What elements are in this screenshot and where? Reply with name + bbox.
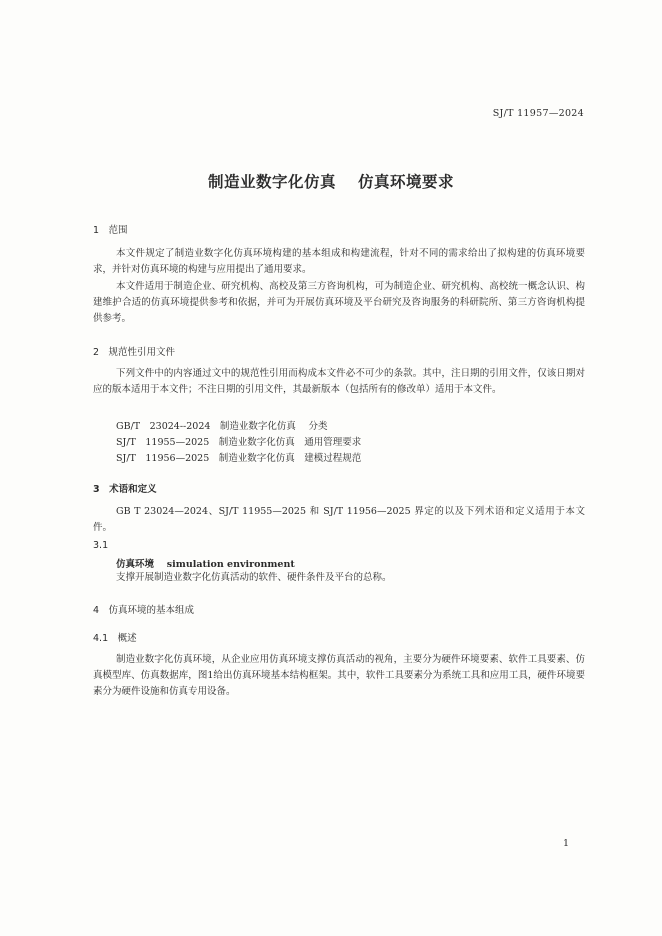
section-1-paragraph-2: 本文件适用于制造企业、研究机构、高校及第三方咨询机构，可为制造企业、研究机构、高校统一概念认识、构建维护合适的仿真环境提供参考和依据，并可为开展仿真环境及平台研究及咨询服务的科研院所、第三方咨询机构提供参考。 [93,281,585,324]
section-4-1-paragraph-1: 制造业数字化仿真环境，从企业应用仿真环境支撑仿真活动的视角，主要分为硬件环境要素、软件工具要素、仿真模型库、仿真数据库，图1给出仿真环境基本结构框架。其中，软件工具要素分为系统工具和应用工具，硬件环境要素分为硬件设施和仿真专用设备。 [93,654,585,697]
section-1-paragraph-1: 本文件规定了制造业数字化仿真环境构建的基本组成和构建流程，针对不同的需求给出了拟构建的仿真环境要求，并针对仿真环境的构建与应用提出了通用要求。 [93,248,585,275]
standard-code: SJ/T 11957—2024 [492,108,584,119]
section-3-paragraph-1: GB T 23024—2024、SJ/T 11955—2025 和 SJ/T 11956—2025 界定的以及下列术语和定义适用于本文件。 [93,506,585,533]
term-entry: 仿真环境 simulation environment [116,559,295,570]
document-title: 制造业数字化仿真 仿真环境要求 [208,173,454,191]
section-4-heading: 4 仿真环境的基本组成 [93,605,195,616]
reference-item: GB/T 23024--2024 制造业数字化仿真 分类 [116,421,328,432]
section-2-heading: 2 规范性引用文件 [93,347,176,358]
reference-item: SJ/T 11956—2025 制造业数字化仿真 建模过程规范 [116,453,362,464]
reference-item: SJ/T 11955—2025 制造业数字化仿真 通用管理要求 [116,437,362,448]
page-number: 1 [562,838,569,849]
section-4-1-heading: 4.1 概述 [93,633,137,644]
section-3-heading: 3 术语和定义 [93,484,157,495]
term-definition: 支撑开展制造业数字化仿真活动的软件、硬件条件及平台的总称。 [116,572,392,583]
section-2-paragraph-1: 下列文件中的内容通过文中的规范性引用而构成本文件必不可少的条款。其中，注日期的引用文件，仅该日期对应的版本适用于本文件；不注日期的引用文件，其最新版本（包括所有的修改单）适用于本文件。 [93,368,585,395]
term-number: 3.1 [93,540,109,551]
section-1-heading: 1 范围 [93,225,128,236]
